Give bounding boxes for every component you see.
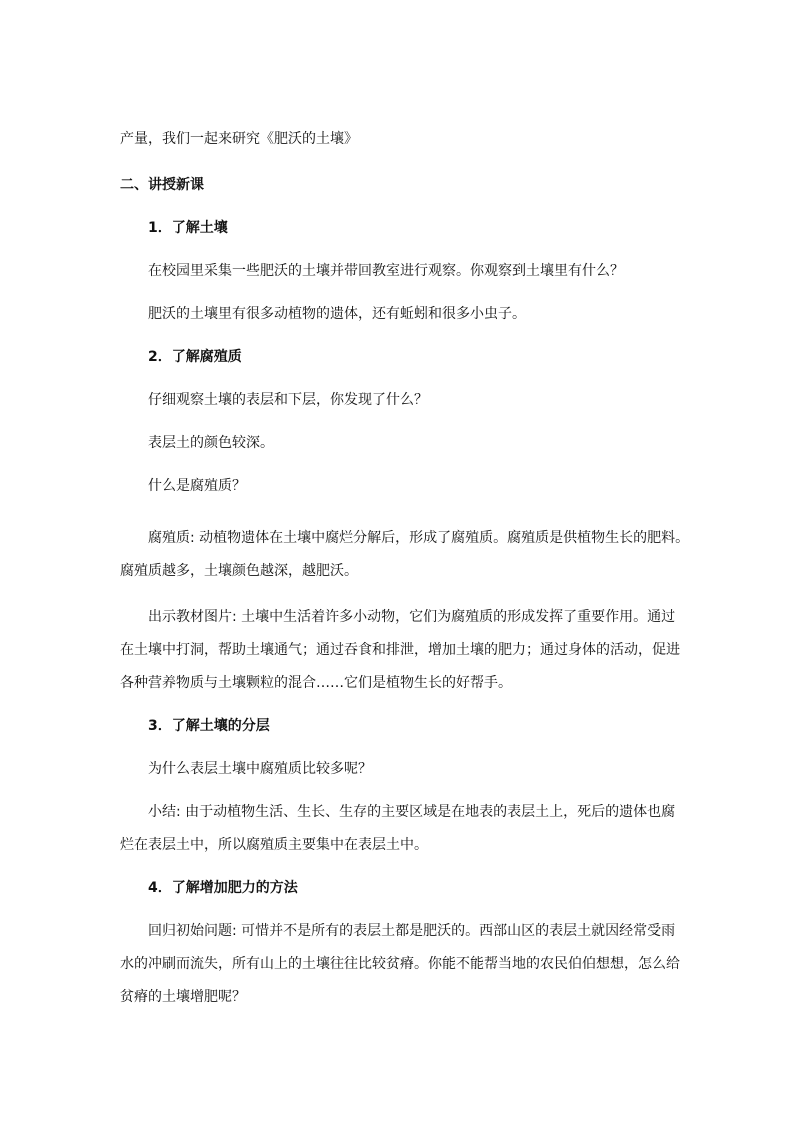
paragraph-line: 出示教材图片: 土壤中生活着许多小动物，它们为腐殖质的形成发挥了重要作用。通过	[148, 609, 676, 625]
heading-soil-layers: 3．了解土壤的分层	[148, 718, 270, 734]
heading-understand-soil: 1．了解土壤	[148, 220, 228, 236]
paragraph-line: 水的冲刷而流失，所有山上的土壤往往比较贫瘠。你能不能帮当地的农民伯伯想想，怎么给	[120, 956, 680, 972]
paragraph-line: 腐殖质: 动植物遗体在土壤中腐烂分解后，形成了腐殖质。腐殖质是供植物生长的肥料。	[148, 530, 690, 546]
paragraph-collect-soil: 在校园里采集一些肥沃的土壤并带回教室进行观察。你观察到土壤里有什么？	[148, 263, 624, 279]
heading-new-lesson: 二、讲授新课	[120, 177, 204, 193]
paragraph-observe-layers: 仔细观察土壤的表层和下层，你发现了什么？	[148, 392, 428, 408]
paragraph-line: 烂在表层土中，所以腐殖质主要集中在表层土中。	[120, 837, 428, 853]
paragraph-what-is-humus: 什么是腐殖质？	[148, 478, 246, 494]
paragraph-line: 腐殖质越多，土壤颜色越深，越肥沃。	[120, 563, 358, 579]
paragraph-line: 在土壤中打洞，帮助土壤通气；通过吞食和排泄，增加土壤的肥力；通过身体的活动，促进	[120, 642, 680, 658]
paragraph-line: 小结: 由于动植物生活、生长、生存的主要区域是在地表的表层土上，死后的遗体也腐	[148, 804, 676, 820]
paragraph-why-more-humus: 为什么表层土壤中腐殖质比较多呢？	[148, 761, 372, 777]
paragraph-soil-contents: 肥沃的土壤里有很多动植物的遗体，还有蚯蚓和很多小虫子。	[148, 306, 526, 322]
paragraph-topsoil-color: 表层土的颜色较深。	[148, 435, 274, 451]
paragraph-line: 各种营养物质与土壤颗粒的混合……它们是植物生长的好帮手。	[120, 675, 512, 691]
heading-increase-fertility: 4．了解增加肥力的方法	[148, 880, 298, 896]
heading-understand-humus: 2．了解腐殖质	[148, 349, 242, 365]
paragraph-line: 贫瘠的土壤增肥呢？	[120, 989, 246, 1005]
paragraph-intro-continuation: 产量，我们一起来研究《肥沃的土壤》	[120, 131, 358, 147]
paragraph-line: 回归初始问题: 可惜并不是所有的表层土都是肥沃的。西部山区的表层土就因经常受雨	[148, 923, 676, 939]
